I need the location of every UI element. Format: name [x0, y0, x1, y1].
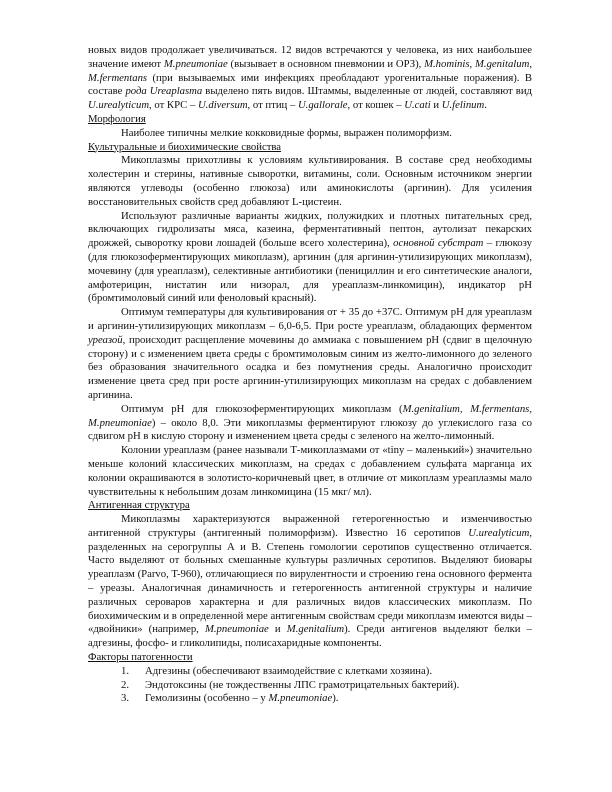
text-run: , происходит расщепление мочевины до аммиака с повышением рН (сдвиг в щелочную сторону) и с изменением цвета среды с бромтимоловым синим из желто-лимонного до зеленого без образования значительного осадка и без помутнения среды. Аналогично происходит изменение цвета сред при росте аргинин-утилизирующих микоплазм на средах с добавлением аргинина.: [88, 333, 532, 401]
text-run: – глюкозу (для глюкозоферментирующих микоплазм), аргинин (для аргинин-утилизирующих микоплазм), мочевину (для уреаплазм), селективные антибиотики (пенициллин и его синтетические аналоги, амфотерицин, нистатин или низорал, для уреаплазм-линкомицин), индикатор рН (бромтимоловый синий или феноловый красный).: [88, 237, 532, 305]
text-run: ,: [469, 57, 476, 70]
list-item-text: [121, 679, 532, 693]
intro-section: [88, 44, 532, 113]
italic-term: основной субстрат: [393, 237, 484, 250]
text-run: Микоплазмы характеризуются выраженной гетерогенностью и изменчивостью антигенной структуры (антигенный полиморфизм). Известно 16 серотипов: [88, 513, 532, 539]
italic-term: M.fermentans: [88, 71, 148, 84]
text-run: Оптимум рН для глюкозоферментирующих микоплазм (: [121, 402, 403, 415]
text-run: (при вызываемых ими инфекциях преобладают урогенитальные поражения). В составе: [88, 71, 532, 98]
paragraph: [88, 154, 532, 209]
list-item-number: 3.: [121, 692, 130, 705]
list-item: [88, 679, 532, 693]
italic-term: U.cati: [404, 99, 431, 112]
text-run: .: [484, 99, 487, 112]
italic-term: M.pneumoniae: [268, 692, 333, 705]
list-item-text: [121, 665, 532, 679]
heading-morphology: Морфология: [88, 112, 146, 125]
list-item-text: [121, 692, 532, 706]
italic-term: уреазой: [88, 333, 123, 346]
italic-term: M.hominis: [424, 57, 470, 70]
list-item: [88, 692, 532, 706]
italic-term: U.urealyticum: [88, 99, 150, 112]
paragraph: [88, 444, 532, 499]
italic-term: U.diversum: [197, 99, 248, 112]
text-run: (вызывает в основном пневмонии и ОРЗ),: [227, 57, 425, 70]
text-run: новых видов продолжает увеличиваться. 12 видов встречаются у человека, из них наибольшее значение имеют: [88, 44, 532, 70]
morphology-paragraph: Наиболее типичны мелкие кокковидные формы, выражен полиморфизм.: [121, 126, 452, 139]
italic-term: U.gallorale: [297, 99, 348, 112]
heading-antigenic-structure: Антигенная структура: [88, 499, 190, 512]
paragraph: [88, 210, 532, 307]
text-run: Оптимум температуры для культивирования от + 35 до +37С. Оптимум рН для уреаплазм и аргинин-утилизирующих микоплазм – 6,0-6,5. При росте уреаплазм, обладающих ферментом: [88, 306, 532, 332]
italic-term: U.urealyticum: [468, 526, 530, 539]
list-item-number: 1.: [121, 664, 130, 677]
paragraph: [88, 44, 532, 113]
list-item-number: 2.: [121, 678, 130, 691]
text-run: ). Среди антигенов выделяют белки – адгезины, фосфо- и гликолипиды, полисахаридные компоненты.: [88, 623, 532, 650]
italic-term: рода Ureaplasma: [125, 85, 203, 98]
antigen-section: [88, 513, 532, 651]
cultural-section: [88, 154, 532, 499]
italic-term: M.genitalium, M.fermentans, M.pneumoniae: [88, 402, 532, 429]
pathogenicity-list: [88, 665, 532, 706]
text-run: Колонии уреаплазм (ранее называли Т-микоплазмами от «tiny – маленький») значительно меньше колоний классических микоплазм, на средах с добавлением сульфата марганца их колонии окрашиваются в золотисто-коричневый цвет, в отличие от микоплазм уреаплазмы мало чувствительны к небольшим дозам линкомицина (15 мкг/ мл).: [88, 444, 532, 498]
text-run: и: [268, 623, 287, 636]
text-run: Эндотоксины (не тождественны ЛПС грамотрицательных бактерий).: [145, 678, 460, 691]
text-run: Адгезины (обеспечивают взаимодействие с клетками хозяина).: [145, 664, 433, 677]
heading-cultural-properties: Культуральные и биохимические свойства: [88, 140, 282, 153]
text-run: Микоплазмы прихотливы к условиям культивирования. В составе сред необходимы холестерин и стерины, нативные сыворотки, витамины, соли. Основным источником энергии являются углеводы (особенно глюкоза) или аминокислоты (аргинин). Для усиления восстановительных свойств сред добавляют L-цистеин.: [88, 154, 532, 208]
paragraph: [88, 403, 532, 444]
text-run: Используют различные варианты жидких, полужидких и плотных питательных сред, включающих гидролизаты мяса, казеина, ферментативный пептон, аутолизат пекарских дрожжей, сыворотку крови лошадей (больше всего холестерина),: [88, 209, 532, 250]
paragraph: [88, 306, 532, 403]
paragraph: [88, 513, 532, 651]
heading-pathogenicity-factors: Факторы патогенности: [88, 651, 193, 664]
text-run: ).: [332, 692, 339, 705]
text-run: и: [430, 99, 442, 112]
italic-term: M.pneumoniae: [163, 57, 228, 70]
italic-term: M.pneumoniae: [204, 623, 269, 636]
text-run: Гемолизины (особенно – у: [145, 692, 269, 705]
italic-term: M.genitalum: [475, 57, 530, 70]
text-run: ) – около 8,0. Эти микоплазмы ферментируют глюкозу до углекислого газа со сдвигом рН в кислую сторону и изменением цвета среды с зеленого на желто-лимонный.: [88, 416, 532, 443]
document-page: [88, 44, 532, 706]
text-run: , от птиц –: [247, 99, 298, 112]
text-run: , от кошек –: [347, 99, 405, 112]
list-item: [88, 665, 532, 679]
text-run: выделено пять видов. Штаммы, выделенные от людей, составляют вид: [202, 85, 532, 98]
text-run: , разделенных на серогруппы А и В. Степень гомологии серотипов существенно отличается. Часто выделяют от больных смешанные культуры различных серотипов. Выделяют биовары уреаплазм (Parvo, T-960), отличающиеся по вирулентности и строению гена основного фермента – уреазы. Аналогичная динамичность и гетерогенность антигенной структуры и наличие различных сероваров характерна и для различных видов классических микоплазм. По биохимическим и в определенной мере антигенным свойствам среди микоплазм имеются виды – «двойники» (например,: [88, 526, 532, 636]
italic-term: U.felinum: [441, 99, 485, 112]
text-run: , от КРС –: [149, 99, 198, 112]
text-run: ,: [529, 57, 533, 70]
italic-term: M.genitalium: [286, 623, 345, 636]
